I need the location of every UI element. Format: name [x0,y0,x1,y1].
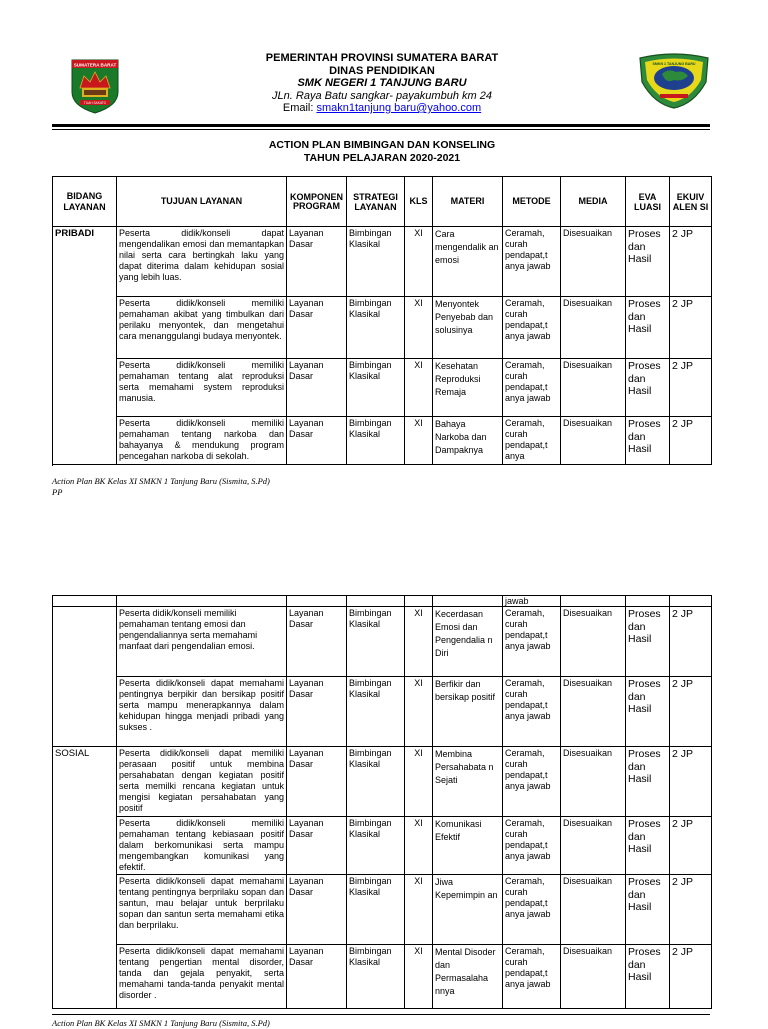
cell-tujuan: Peserta didik/konseli dapat memiliki perasaan positif untuk membina persahabatan dengan kegiatan positif serta memilki rencana kegiatan untuk mengisi kegiatan persahabatan yang positif [117,747,287,817]
svg-text:TUAH SAKATO: TUAH SAKATO [83,100,107,105]
cell-ekuivalensi: 2 JP [670,817,712,875]
sumbar-emblem-logo [70,58,120,114]
cell-metode: Ceramah, curah pendapat,t anya jawab [503,875,561,945]
cell-komponen: Layanan Dasar [287,227,347,297]
cell-evaluasi: Proses dan Hasil [626,875,670,945]
cell-evaluasi: Proses dan Hasil [626,297,670,359]
cell-ekuivalensi: 2 JP [670,417,712,465]
cell-kls: XI [405,747,433,817]
cell-kls: XI [405,607,433,677]
page-2-bottom-rule [52,1014,710,1015]
title-line-1: ACTION PLAN BIMBINGAN DAN KONSELING [268,139,496,151]
cell-empty [670,596,712,607]
cell-komponen: Layanan Dasar [287,417,347,465]
cell-ekuivalensi: 2 JP [670,677,712,747]
cell-ekuivalensi: 2 JP [670,359,712,417]
cell-materi: Jiwa Kepemimpin an [433,875,503,945]
cell-tujuan: Peserta didik/konseli memiliki pemahaman tentang kebiasaan positif dalam berkomunikasi serta mampu mengembangkan komunikasi yang efektif. [117,817,287,875]
cell-media: Disesuaikan [561,227,626,297]
cell-evaluasi: Proses dan Hasil [626,607,670,677]
cell-komponen: Layanan Dasar [287,607,347,677]
col-header-strategi: STRATEGI LAYANAN [347,177,405,227]
cell-strategi: Bimbingan Klasikal [347,875,405,945]
cell-tujuan: Peserta didik/konseli dapat memahami pentingnya berpikir dan bersikap positif serta mampu menerapkannya dalam kehidupan hingga menjadi pribadi yang sukses . [117,677,287,747]
cell-empty [626,596,670,607]
cell-evaluasi: Proses dan Hasil [626,227,670,297]
letterhead-rule-thin [52,129,710,130]
cell-media: Disesuaikan [561,297,626,359]
cell-materi: Cara mengendalik an emosi [433,227,503,297]
cell-kls: XI [405,677,433,747]
cell-strategi: Bimbingan Klasikal [347,297,405,359]
bidang-pribadi: PRIBADI [53,227,117,465]
cell-empty [287,596,347,607]
cell-media: Disesuaikan [561,359,626,417]
cell-ekuivalensi: 2 JP [670,227,712,297]
cell-komponen: Layanan Dasar [287,817,347,875]
col-header-evaluasi: EVA LUASI [626,177,670,227]
cell-metode: Ceramah, curah pendapat,t anya jawab [503,945,561,1009]
cell-tujuan: Peserta didik/konseli dapat memahami tentang pengertian mental disorder, tanda dan gejala penyakit, serta memahami tanda-tanda penyakit mental disorder . [117,945,287,1009]
cell-strategi: Bimbingan Klasikal [347,417,405,465]
table-row-carry-over [53,596,712,607]
cell-materi: Bahaya Narkoba dan Dampaknya [433,417,503,465]
cell-strategi: Bimbingan Klasikal [347,607,405,677]
cell-kls: XI [405,417,433,465]
title-line-2: TAHUN PELAJARAN 2020-2021 [303,151,461,164]
cell-tujuan: Peserta didik/konseli memiliki pemahaman tentang narkoba dan bahayanya & mendukung program pencegahan narkoba di sekolah. [117,417,287,465]
cell-evaluasi: Proses dan Hasil [626,945,670,1009]
cell-empty [347,596,405,607]
cell-metode: jawab [503,596,561,607]
cell-materi: Membina Persahabata n Sejati [433,747,503,817]
col-header-materi: MATERI [433,177,503,227]
cell-tujuan: Peserta didik/konseli memiliki pemahaman tentang emosi dan pengendaliannya serta memahami manfaat dari pengendalian emosi. [117,607,287,677]
school-logo [634,52,714,110]
cell-metode: Ceramah, curah pendapat,t anya jawab [503,227,561,297]
cell-empty [405,596,433,607]
bidang-sosial: SOSIAL [53,747,117,1009]
cell-materi: Mental Disoder dan Permasalaha nnya [433,945,503,1009]
table-row [53,945,712,1009]
action-plan-table-page-2 [52,595,712,1009]
cell-media: Disesuaikan [561,945,626,1009]
cell-komponen: Layanan Dasar [287,945,347,1009]
cell-evaluasi: Proses dan Hasil [626,747,670,817]
letterhead-government: PEMERINTAH PROVINSI SUMATERA BARAT [265,52,499,64]
cell-komponen: Layanan Dasar [287,297,347,359]
cell-metode: Ceramah, curah pendapat,t anya jawab [503,359,561,417]
letterhead [200,52,564,115]
cell-materi: Menyontek Penyebab dan solusinya [433,297,503,359]
cell-strategi: Bimbingan Klasikal [347,359,405,417]
cell-evaluasi: Proses dan Hasil [626,817,670,875]
col-header-media: MEDIA [561,177,626,227]
cell-tujuan: Peserta didik/konseli dapat memahami tentang pentingnya berprilaku sopan dan santun, mau belajar untuk berprilaku sopan dan santun serta memahami etika dan berprilaku. [117,875,287,945]
document-title [200,139,564,164]
header-row [53,177,712,227]
footer-text: Action Plan BK Kelas XI SMKN 1 Tanjung Baru (Sismita, S.Pd) [52,1018,270,1028]
cell-metode: Ceramah, curah pendapat,t anya jawab [503,607,561,677]
cell-komponen: Layanan Dasar [287,359,347,417]
cell-materi: Berfikir dan bersikap positif [433,677,503,747]
letterhead-rule-thick [52,124,710,127]
cell-komponen: Layanan Dasar [287,747,347,817]
cell-kls: XI [405,817,433,875]
cell-evaluasi: Proses dan Hasil [626,677,670,747]
cell-empty [117,596,287,607]
cell-metode: Ceramah, curah pendapat,t anya jawab [503,297,561,359]
table-row [53,417,712,465]
col-header-komponen: KOMPONEN PROGRAM [287,177,347,227]
cell-strategi: Bimbingan Klasikal [347,747,405,817]
cell-media: Disesuaikan [561,817,626,875]
svg-text:SUMATERA BARAT: SUMATERA BARAT [73,62,117,68]
table-row [53,607,712,677]
cell-metode: Ceramah, curah pendapat,t anya [503,417,561,465]
cell-materi: Kesehatan Reproduksi Remaja [433,359,503,417]
cell-empty [561,596,626,607]
cell-ekuivalensi: 2 JP [670,747,712,817]
email-link[interactable]: smakn1tanjung baru@yahoo.com [316,102,482,114]
cell-strategi: Bimbingan Klasikal [347,227,405,297]
table-row [53,677,712,747]
cell-tujuan: Peserta didik/konseli memiliki pemahaman tentang alat reproduksi serta memahami system reproduksi manusia. [117,359,287,417]
table-row [53,747,712,817]
cell-media: Disesuaikan [561,875,626,945]
footer-text: Action Plan BK Kelas XI SMKN 1 Tanjung Baru (Sismita, S.Pd) [52,476,270,486]
email-label: Email: [282,102,317,114]
cell-kls: XI [405,945,433,1009]
cell-ekuivalensi: 2 JP [670,297,712,359]
cell-ekuivalensi: 2 JP [670,945,712,1009]
col-header-bidang: BIDANG LAYANAN [53,177,117,227]
cell-kls: XI [405,875,433,945]
cell-evaluasi: Proses dan Hasil [626,359,670,417]
col-header-kls: KLS [405,177,433,227]
cell-strategi: Bimbingan Klasikal [347,817,405,875]
cell-strategi: Bimbingan Klasikal [347,945,405,1009]
cell-media: Disesuaikan [561,607,626,677]
col-header-ekuivalensi: EKUIV ALEN SI [670,177,712,227]
cell-tujuan: Peserta didik/konseli dapat mengendalikan emosi dan memantapkan nilai serta cara bertingkah laku yang dapat diterima dalam kehidupan sosial yang lebih luas. [117,227,287,297]
cell-kls: XI [405,297,433,359]
cell-komponen: Layanan Dasar [287,875,347,945]
table-row [53,359,712,417]
letterhead-department: DINAS PENDIDIKAN [329,64,435,77]
cell-kls: XI [405,227,433,297]
cell-empty [433,596,503,607]
cell-metode: Ceramah, curah pendapat,t anya jawab [503,677,561,747]
col-header-tujuan: TUJUAN LAYANAN [117,177,287,227]
table-row [53,875,712,945]
cell-strategi: Bimbingan Klasikal [347,677,405,747]
letterhead-address: JLn. Raya Batu sangkar- payakumbuh km 24 [272,89,492,102]
page-1-margin-line [52,436,53,466]
cell-evaluasi: Proses dan Hasil [626,417,670,465]
cell-ekuivalensi: 2 JP [670,875,712,945]
letterhead-school: SMK NEGERI 1 TANJUNG BARU [297,77,467,89]
col-header-metode: METODE [503,177,561,227]
table-row [53,297,712,359]
cell-kls: XI [405,359,433,417]
cell-media: Disesuaikan [561,677,626,747]
table-row [53,227,712,297]
letterhead-email-line [200,102,564,115]
cell-metode: Ceramah, curah pendapat,t anya jawab [503,817,561,875]
cell-materi: Kecerdasan Emosi dan Pengendalia n Diri [433,607,503,677]
cell-tujuan: Peserta didik/konseli memiliki pemahaman akibat yang timbulkan dari perilaku menyontek, dan mengetahui cara menanggulangi budaya menyontek. [117,297,287,359]
cell-materi: Komunikasi Efektif [433,817,503,875]
bidang-pribadi-continued [53,596,117,607]
svg-text:SMKN 1 TANJUNG BARU: SMKN 1 TANJUNG BARU [652,62,696,66]
table-row [53,817,712,875]
cell-ekuivalensi: 2 JP [670,607,712,677]
bidang-pribadi-cell [53,607,117,747]
footer-page-mark: PP [52,487,63,497]
cell-media: Disesuaikan [561,417,626,465]
cell-komponen: Layanan Dasar [287,677,347,747]
page-1-footer [52,476,270,498]
cell-metode: Ceramah, curah pendapat,t anya jawab [503,747,561,817]
action-plan-table-page-1 [52,176,712,465]
cell-media: Disesuaikan [561,747,626,817]
